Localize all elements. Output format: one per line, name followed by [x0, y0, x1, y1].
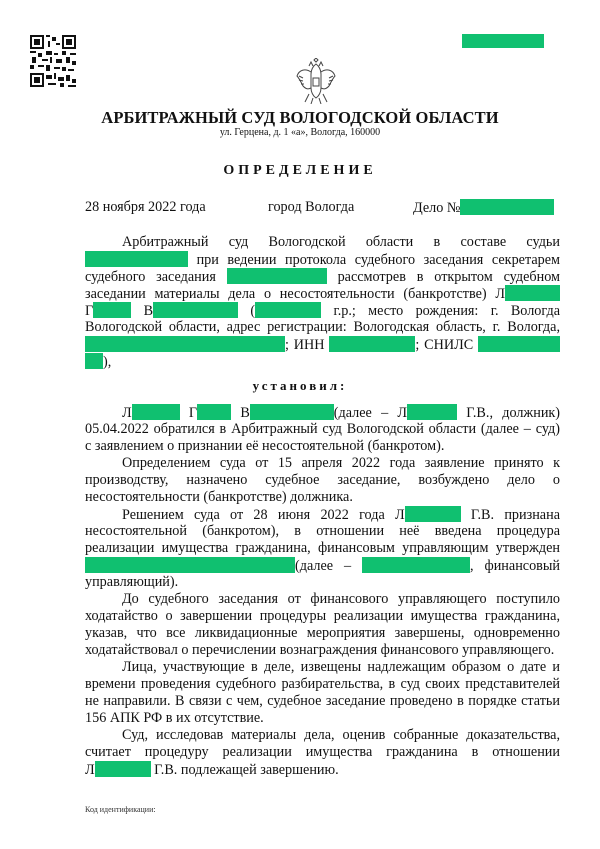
intro-line-5 [85, 302, 560, 320]
p6-text-a: Л [85, 762, 95, 778]
p1-text-d: (далее – Л [333, 405, 408, 421]
redacted-patronymic [250, 404, 334, 420]
p3-line-3: реализации имущества гражданина, финансовым управляющим утвержден [85, 540, 560, 556]
p5-line-2: времени проведения судебного разбирательства, в суд своих представителей [85, 676, 560, 692]
p6-text-b: Г.В. подлежащей завершению. [154, 762, 339, 778]
p4-line-2: ходатайство о завершении процедуры реализации имущества гражданина, [85, 608, 560, 624]
intro-line-7-text-b: ; СНИЛС [415, 337, 474, 353]
p3-text-a: Решением суда от 28 июня 2022 года Л [122, 507, 405, 523]
intro-line-4 [85, 285, 560, 303]
intro-line-3-text-b: рассмотрев в открытом судебном [337, 269, 561, 285]
p3-line-5: управляющий). [85, 574, 179, 590]
redacted-first-name [93, 302, 131, 318]
redacted-first-name [197, 404, 231, 420]
court-address: ул. Герцена, д. 1 «а», Вологда, 160000 [219, 127, 381, 138]
p3-line-4 [85, 557, 560, 575]
redacted-manager-name [85, 557, 295, 573]
redacted-address [85, 336, 285, 352]
redacted-birth-date [255, 302, 321, 318]
p4-line-1: До судебного заседания от финансового управляющего поступило [122, 591, 560, 607]
redacted-judge-name [85, 251, 188, 267]
p3-line-1 [85, 506, 560, 524]
p5-line-3: не направили. В связи с чем, судебное заседание проведено в порядке статьи [85, 693, 560, 709]
intro-line-4-text: заседании материалы дела о несостоятельности (банкротстве) Л [85, 286, 505, 302]
qr-code-icon [30, 35, 76, 87]
p3-text-d: , финансовый [470, 558, 561, 574]
p6-line-2: считает процедуру реализации имущества гражданина в отношении [85, 744, 560, 760]
intro-line-6: Вологодской области, адрес регистрации: Вологодская область, г. Вологда, [85, 319, 560, 335]
redacted-block [462, 34, 544, 48]
p1-line-2: 05.04.2022 обратился в Арбитражный суд Вологодской области (далее – суд) [85, 421, 560, 437]
redacted-surname [132, 404, 180, 420]
p2-line-1: Определением суда от 15 апреля 2022 года заявление принято к [122, 455, 560, 471]
redacted-case-number [460, 199, 554, 215]
intro-line-8-text: ), [103, 354, 112, 370]
intro-line-8 [85, 353, 560, 371]
section-established: установил: [252, 378, 348, 393]
p1-line-1 [85, 404, 560, 422]
p2-line-2: производству, назначено судебное заседание, возбуждено дело о [85, 472, 560, 488]
p1-text-e: Г.В., должник) [466, 405, 561, 421]
p4-line-4: ходатайствовал о перечислении вознаграждения финансового управляющего. [85, 642, 555, 658]
intro-line-3-text-a: судебного заседания [85, 269, 216, 285]
intro-line-5-text-c: ( [250, 303, 256, 319]
intro-line-3 [85, 268, 560, 286]
p6-line-3 [85, 761, 560, 779]
redacted-inn [329, 336, 415, 352]
redacted-snils [478, 336, 560, 352]
p1-text-b: Г [188, 405, 198, 421]
p5-line-1: Лица, участвующие в деле, извещены надлежащим образом о дате и [122, 659, 560, 675]
intro-line-5-text-b: В [143, 303, 154, 319]
case-number-label: Дело № [413, 200, 461, 216]
redacted-surname [505, 285, 560, 301]
intro-line-7-text-a: ; ИНН [285, 337, 325, 353]
coat-of-arms-icon [295, 58, 337, 104]
p5-line-4: 156 АПК РФ в их отсутствие. [85, 710, 264, 726]
document-date: 28 ноября 2022 года [85, 199, 206, 215]
identification-code-label: Код идентификации: [85, 805, 156, 814]
court-name: АРБИТРАЖНЫЙ СУД ВОЛОГОДСКОЙ ОБЛАСТИ [101, 108, 499, 127]
redacted-manager-short [362, 557, 470, 573]
redacted-snils-continued [85, 353, 103, 369]
intro-line-5-text-d: г.р.; место рождения: г. Вологда [333, 303, 561, 319]
p4-line-3: указав, что все ликвидационные мероприятия завершены, одновременно [85, 625, 560, 641]
intro-line-2 [85, 251, 560, 269]
p1-text-c: В [240, 405, 250, 421]
intro-line-5-text-a: Г [85, 303, 94, 319]
intro-line-7 [85, 336, 560, 354]
redacted-surname [407, 404, 457, 420]
document-title: ОПРЕДЕЛЕНИЕ [223, 163, 377, 178]
redacted-surname [95, 761, 151, 777]
p2-line-3: несостоятельности (банкротстве) должника. [85, 489, 353, 505]
document-city: город Вологда [268, 199, 355, 215]
redacted-surname [405, 506, 461, 522]
intro-line-2-text: при ведении протокола судебного заседания секретарем [196, 252, 560, 268]
p1-text-a: Л [122, 405, 132, 421]
p6-line-1: Суд, исследовав материалы дела, оценив собранные доказательства, [122, 727, 560, 743]
p3-text-b: Г.В. признана [470, 507, 560, 523]
p3-text-c: (далее – [295, 558, 352, 574]
redacted-patronymic [153, 302, 238, 318]
intro-line-1: Арбитражный суд Вологодской области в составе судьи [122, 234, 560, 250]
case-number [413, 199, 554, 217]
p3-line-2: несостоятельной (банкротом), в отношении неё введена процедура [85, 523, 560, 539]
p1-line-3: с заявлением о признании её несостоятельной (банкротом). [85, 438, 445, 454]
redacted-secretary-name [227, 268, 327, 284]
